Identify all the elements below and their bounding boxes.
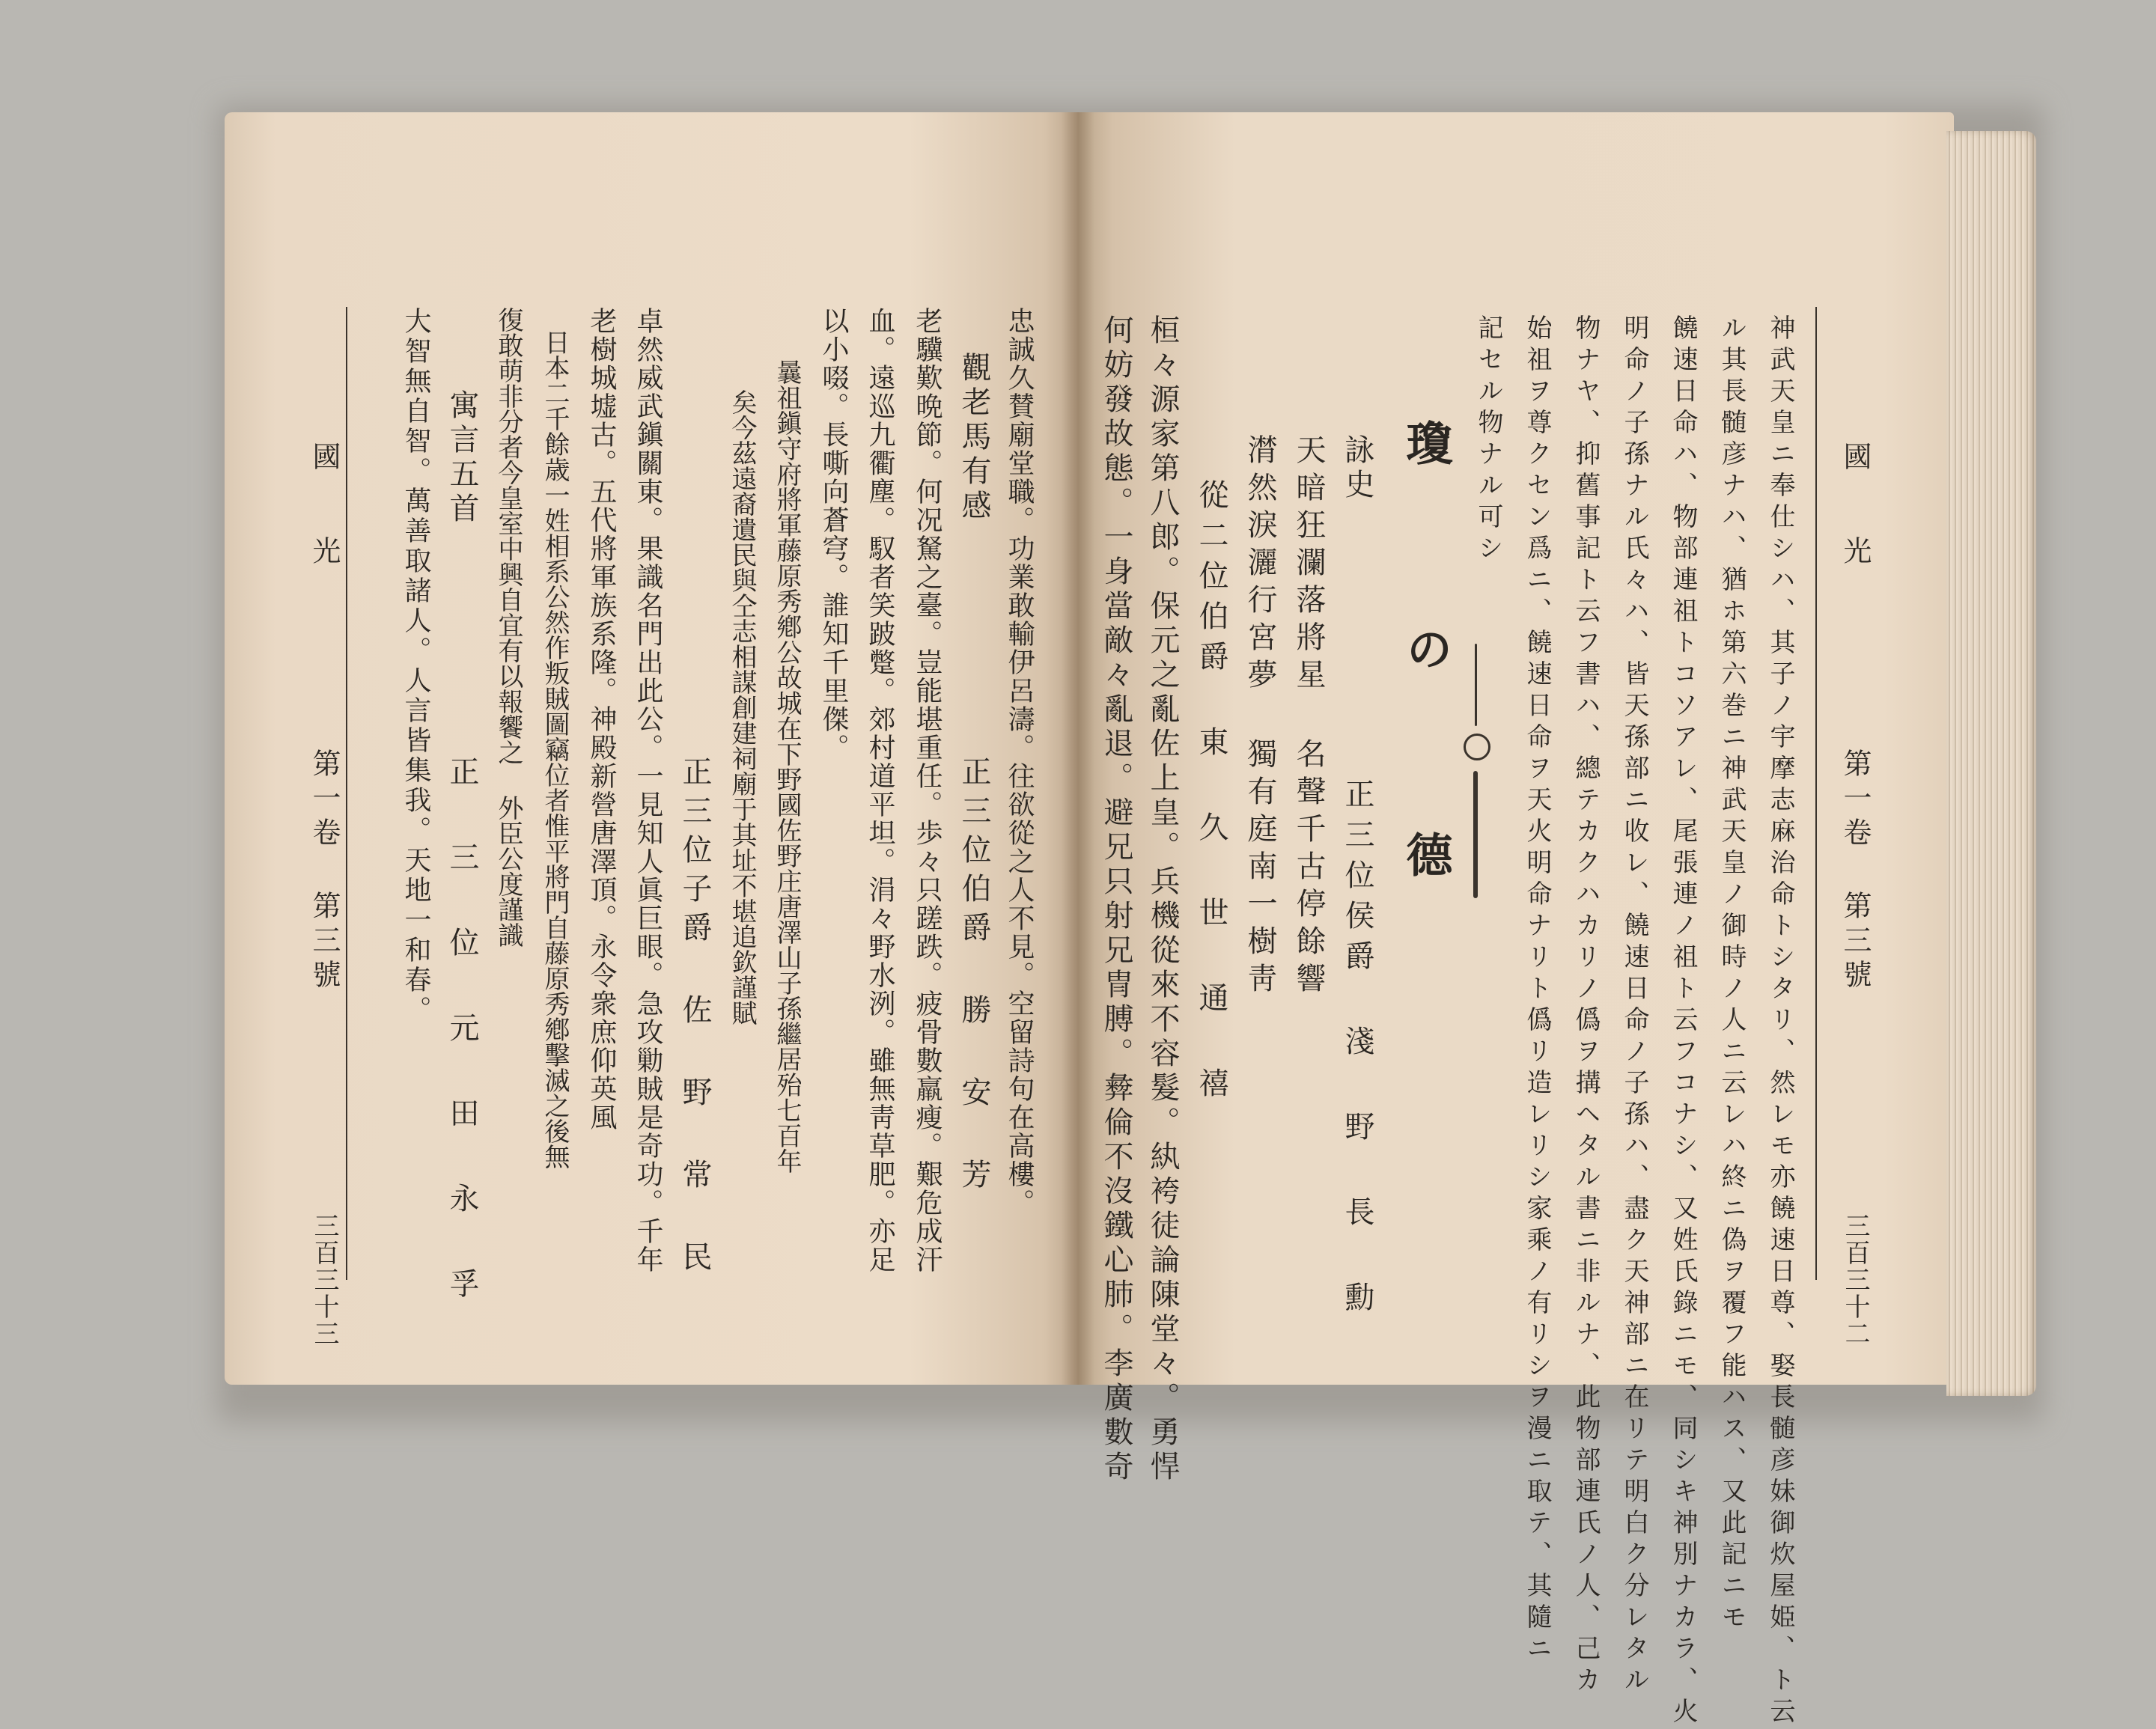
left-col-7: 曩祖鎭守府將軍藤原秀鄕公故城在下野國佐野庄唐澤山子孫繼居殆七百年: [772, 359, 802, 1174]
left-col-14: 寓言五首: [445, 389, 479, 527]
left-col-6: 以小啜。長嘶向蒼穹。誰知千里傑。: [818, 307, 849, 762]
section-rule-top: [1475, 644, 1477, 726]
left-col-11: 老樹城墟古。五代將軍族系隆。神殿新營唐澤頂。永令衆庶仰英風: [586, 307, 617, 1132]
left-col-3: 正三位伯爵 勝 安 芳: [957, 756, 991, 1198]
right-journal-title: 國 光: [1839, 442, 1872, 581]
poem2-line-2: 何妨發故態。一身當敵々亂退。避兄只射兄冑膊。彜倫不沒鐵心肺。李廣數奇: [1099, 314, 1133, 1485]
poem1-line-2: 潸然淚灑行宮夢 獨有庭南一樹靑: [1243, 434, 1277, 1000]
right-prose-line-4: 明命ノ子孫ナル氏々ハ、皆天孫部ニ收レ、饒速日命ノ子孫ハ、盡ク天神部ニ在リテ明白ク分レタル: [1619, 314, 1649, 1698]
left-col-1: 忠誠久賛廟堂職。功業敢輸伊呂濤。往欲從之人不見。空留詩句在高樓。: [1004, 307, 1035, 1217]
left-col-10: 卓然威武鎭關東。果識名門出此公。一見知人眞巨眼。急攻勦賊是奇功。千年: [633, 307, 663, 1274]
section-rule-bottom: [1473, 771, 1478, 898]
left-col-9: 正三位子爵 佐 野 常 民: [677, 756, 712, 1280]
page-edges: [1946, 131, 2036, 1396]
right-page-number: 三百三十二: [1840, 1213, 1870, 1347]
right-prose-line-1: 神武天皇ニ奉仕シハ、其子ノ宇摩志麻治命トシタリ、然レモ亦饒速日尊、娶長髄彦妹御炊屋姫、ト云: [1765, 314, 1795, 1729]
left-col-16: 大智無自智。萬善取諸人。人言皆集我。天地一和春。: [401, 307, 431, 1025]
left-page-number: 三百三十三: [309, 1213, 339, 1347]
right-prose-line-2: ル其長髄彦ナハ、猶ホ第六巻ニ神武天皇ノ御時ノ人ニ云レハ終ニ偽ヲ覆フ能ハス、又此記ニモ: [1717, 314, 1747, 1635]
left-issue-label: 第一卷 第三號: [308, 748, 341, 994]
left-col-5: 血。遠巡九衢塵。馭者笑跛蹩。郊村道平坦。涓々野水洌。雖無靑草肥。亦足: [865, 307, 895, 1274]
right-prose-line-7: 記セル物ナル可シ: [1473, 314, 1503, 566]
book-gutter: [1062, 112, 1094, 1385]
right-issue-label: 第一卷 第三號: [1839, 748, 1872, 994]
left-col-4: 老驥歎晩節。何况駑之臺。豈能堪重任。歩々只蹉跌。疲骨數羸瘦。艱危成汗: [912, 307, 943, 1274]
poem2-line-1: 桓々源家第八郎。保元之亂佐上皇。兵機從來不容髮。紈袴徒論陳堂々。勇悍: [1145, 314, 1180, 1485]
left-col-8: 矣今茲遠裔遺民與仝志相謀創建祠廟于其址不堪追欽謹賦: [727, 389, 757, 1025]
left-journal-title: 國 光: [308, 442, 341, 581]
left-header-rule: [346, 307, 347, 1280]
left-col-15: 正 三 位 元 田 永 孚: [445, 756, 479, 1308]
poem1-author: 正三位侯爵 淺 野 長 勳: [1340, 778, 1374, 1322]
section-title: 瓊 の 德: [1398, 419, 1453, 930]
left-col-2: 觀老馬有感: [957, 352, 991, 524]
poem2-author: 從二位伯爵 東 久 世 通 禧: [1194, 479, 1228, 1108]
poem1-line-1: 天暗狂瀾落將星 名聲千古停餘響: [1291, 434, 1326, 1000]
left-col-13: 復敢萌非分者今皇室中興自宜有以報饗之 外臣公度謹識: [493, 307, 523, 948]
right-prose-line-3: 饒速日命ハ、物部連祖トコソアレ、尾張連ノ祖ト云フコナシ、又姓氏錄ニモ、同シキ神別ナカラ、火: [1668, 314, 1698, 1729]
right-prose-line-6: 始祖ヲ尊クセン爲ニ、饒速日命ヲ天火明命ナリト僞リ造レリシ家乘ノ有リシヲ漫ニ取テ、其隨ニ: [1522, 314, 1552, 1666]
poem1-subtitle: 詠史: [1340, 434, 1374, 503]
right-prose-line-5: 物ナヤ、抑舊事記ト云フ書ハ、總テカクハカリノ僞ヲ搆ヘタル書ニ非ルナ、此物部連氏ノ人、己カ: [1571, 314, 1601, 1698]
section-ornament: [1464, 734, 1490, 760]
right-header-rule: [1815, 307, 1817, 1280]
left-col-12: 日本二千餘歳一姓相系公然作叛賊圖竊位者惟平將門自藤原秀鄕擊滅之後無: [540, 329, 570, 1169]
